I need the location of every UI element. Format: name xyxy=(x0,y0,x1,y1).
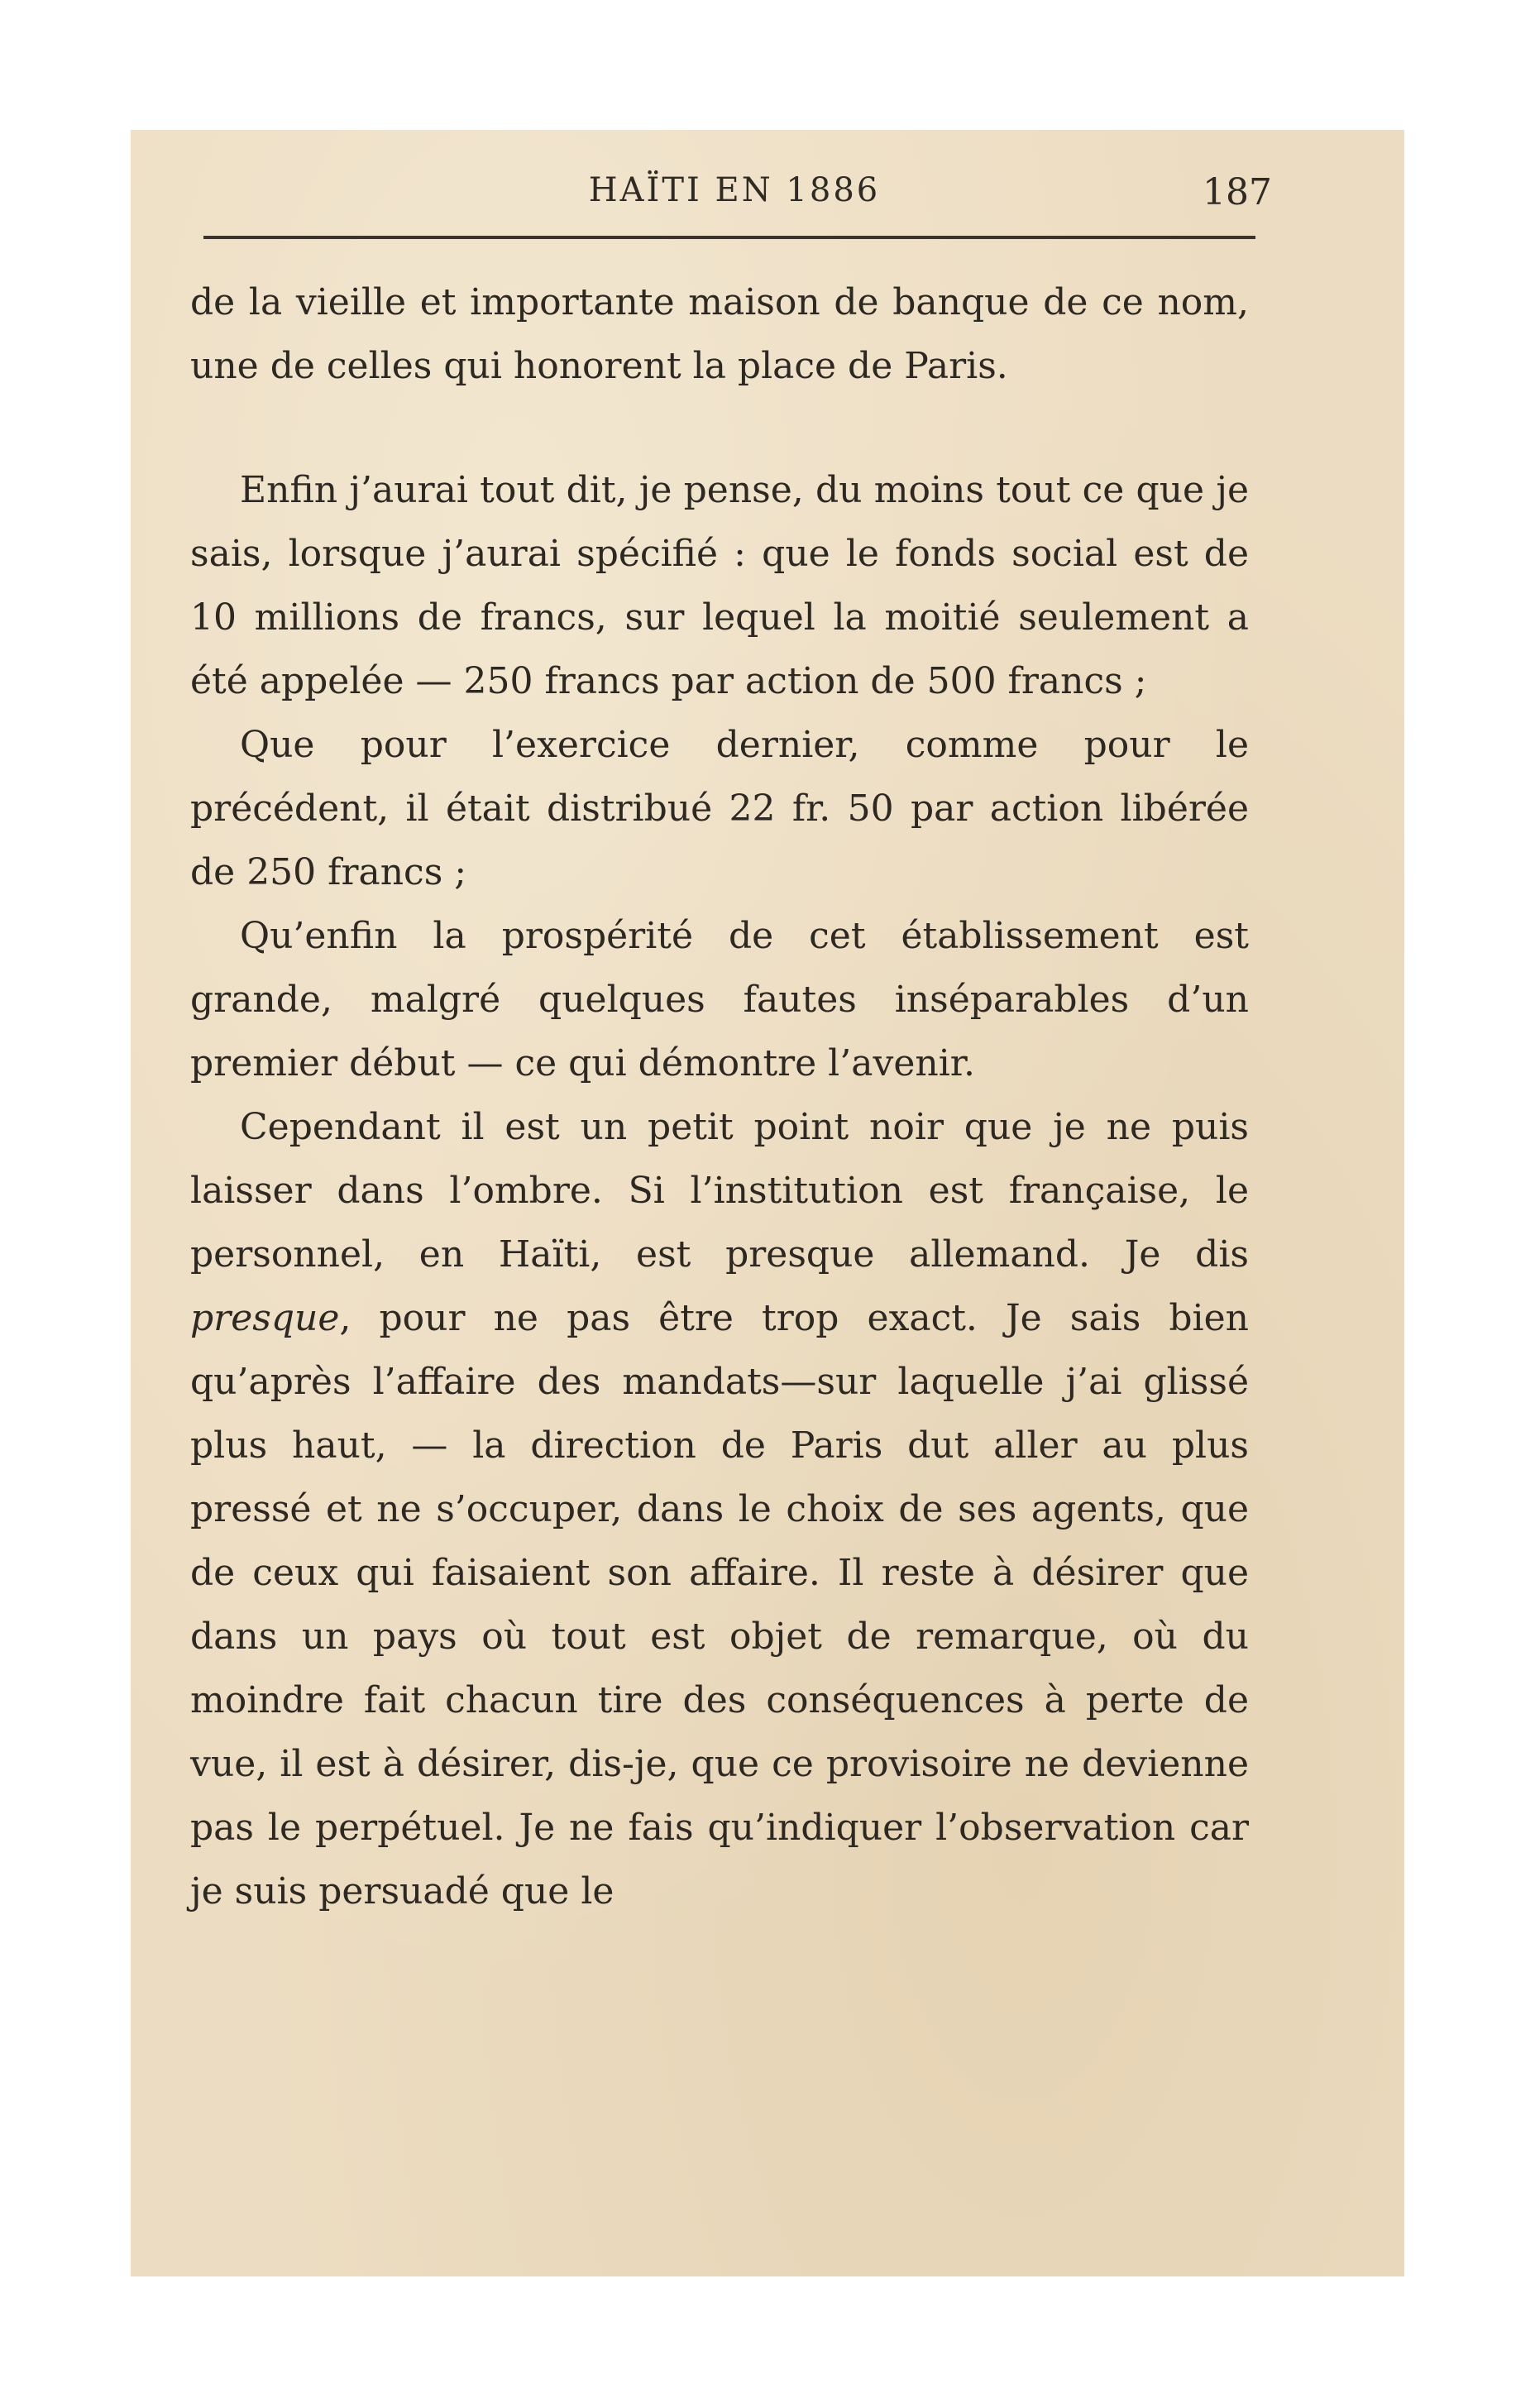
paragraph: de la vieille et importante maison de banque de ce nom, une de celles qui honorent la place de Paris. xyxy=(190,281,1249,387)
paragraph-gap xyxy=(190,398,1249,458)
paragraph-text: , pour ne pas être trop exact. Je sais bien qu’après l’affaire des mandats—sur laquelle j’ai glissé plus haut, — la direction de Paris dut aller au plus pressé et ne s’occuper, dans le choix de ses agents, que de ceux qui faisaient son affaire. Il reste à désirer que dans un pays où tout est objet de remarque, où du moindre fait chacun tire des conséquences à perte de vue, il est à désirer, dis-je, que ce provisoire ne devienne pas le perpétuel. Je ne fais qu’indiquer l’observation car je suis persuadé que le xyxy=(190,1297,1249,1913)
paragraph: Que pour l’exercice dernier, comme pour le précédent, il était distribué 22 fr. 50 par action libérée de 250 francs ; xyxy=(190,724,1249,893)
book-page xyxy=(131,130,1404,2276)
paragraph: Enfin j’aurai tout dit, je pense, du moins tout ce que je sais, lorsque j’aurai spécifié : que le fonds social est de 10 millions de francs, sur lequel la moitié seulement a été appelée — 250 francs par action de 500 francs ; xyxy=(190,469,1249,702)
page-header xyxy=(197,171,1272,221)
page-number: 187 xyxy=(1203,171,1272,213)
paragraph xyxy=(190,1095,1249,1923)
running-title: HAÏTI EN 1886 xyxy=(588,171,881,209)
paragraph-text: Cependant il est un petit point noir que je ne puis laisser dans l’ombre. Si l’institution est française, le personnel, en Haïti, est presque allemand. Je dis xyxy=(190,1106,1249,1276)
header-rule xyxy=(203,236,1255,239)
paragraph: Qu’enfin la prospérité de cet établissement est grande, malgré quelques fautes inséparables d’un premier début — ce qui démontre l’avenir. xyxy=(190,915,1249,1084)
emphasized-word: presque xyxy=(190,1297,340,1339)
body-text xyxy=(190,270,1249,1923)
